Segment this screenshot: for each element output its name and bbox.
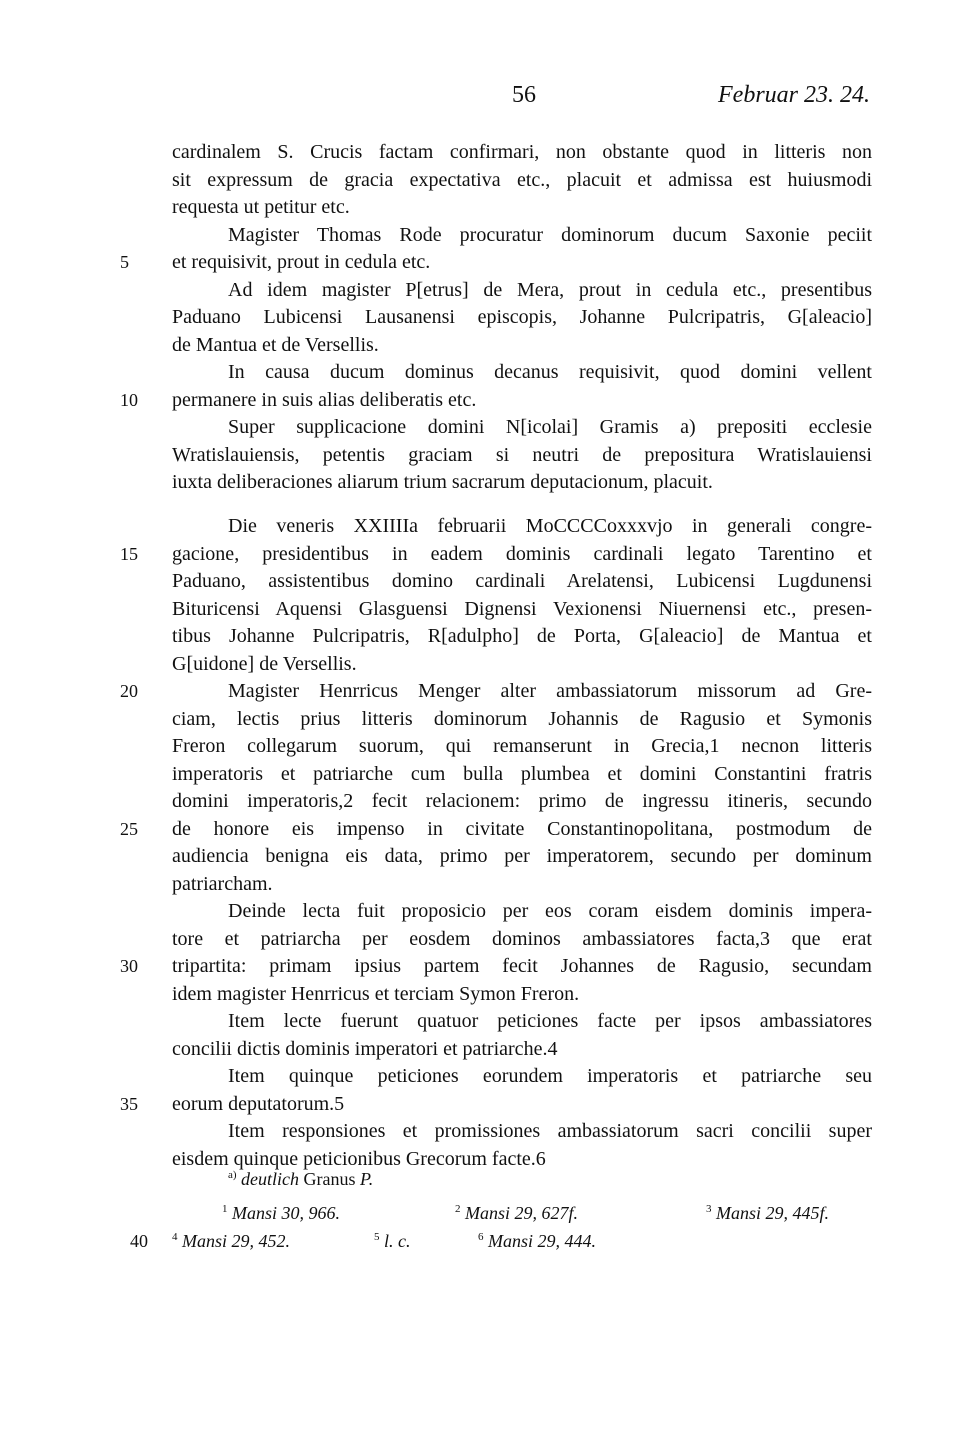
- line-text: tripartita: primam ipsius partem fecit Johannes de Ragusio, secundam: [172, 955, 872, 977]
- line-text: Die veneris XXIIIIa februarii MoCCCCoxxxvjo in generali congre-: [228, 515, 872, 537]
- text-line: [0, 1090, 960, 1118]
- text-line: [0, 512, 960, 540]
- footnote-1: [222, 1200, 340, 1226]
- footnote-4-ref: Mansi 29, 452.: [182, 1231, 290, 1251]
- footnote-6-mark: 6: [478, 1231, 484, 1243]
- text-line: [0, 138, 960, 166]
- footnote-a-siglum: P.: [360, 1169, 374, 1189]
- footnote-3: [706, 1200, 829, 1226]
- line-text: Item quinque peticiones eorundem imperatoris et patriarche seu: [228, 1065, 872, 1087]
- text-line: [0, 622, 960, 650]
- line-text: domini imperatoris,2 fecit relacionem: primo de ingressu itineris, secundo: [172, 790, 872, 812]
- text-line: [0, 248, 960, 276]
- footnote-5-mark: 5: [374, 1231, 380, 1243]
- footnote-5: [374, 1228, 411, 1254]
- text-line: [0, 276, 960, 304]
- text-line: [0, 166, 960, 194]
- text-line: [0, 1117, 960, 1145]
- footnote-2: [455, 1200, 578, 1226]
- line-number: 25: [120, 818, 138, 839]
- line-text: de Mantua et de Versellis.: [172, 333, 379, 356]
- line-text: Wratislauiensis, petentis graciam si neutri de prepositura Wratislauiensi: [172, 443, 872, 466]
- text-line: [0, 386, 960, 414]
- line-text: tibus Johanne Pulcripatris, R[adulpho] de Porta, G[aleacio] de Mantua et: [172, 625, 872, 647]
- line-text: In causa ducum dominus decanus requisivit, quod domini vellent: [228, 361, 872, 383]
- page-number: 56: [512, 82, 536, 108]
- page-header: [0, 82, 960, 116]
- line-text: eorum deputatorum.5: [172, 1092, 345, 1115]
- line-number: 20: [120, 681, 138, 701]
- line-text: Deinde lecta fuit proposicio per eos coram eisdem dominis impera-: [228, 900, 872, 922]
- line-number: 5: [120, 252, 129, 272]
- text-line: [0, 650, 960, 678]
- line-text: tore et patriarcha per eosdem dominos ambassiatores facta,3 que erat: [172, 927, 872, 950]
- line-text: Paduano Lubicensi Lausanensi episcopis, Johanne Pulcripatris, G[aleacio]: [172, 306, 872, 328]
- footnote-a: [0, 1166, 960, 1192]
- footnotes-row-2: [0, 1228, 960, 1254]
- footnote-2-ref: Mansi 29, 627f.: [465, 1203, 579, 1223]
- text-line: [0, 1035, 960, 1063]
- footnote-4: [172, 1228, 290, 1254]
- line-text: imperatoris et patriarche cum bulla plumbea et domini Constantini fratris: [172, 762, 872, 785]
- text-line: [0, 732, 960, 760]
- footnote-a-italic: deutlich: [241, 1169, 300, 1189]
- line-text: permanere in suis alias deliberatis etc.: [172, 388, 477, 411]
- footnote-3-mark: 3: [706, 1203, 712, 1215]
- line-text: concilii dictis dominis imperatori et patriarche.4: [172, 1037, 558, 1060]
- footnote-a-mark: a): [228, 1169, 237, 1181]
- line-text: sit expressum de gracia expectativa etc., placuit et admissa est huiusmodi: [172, 168, 872, 191]
- line-number: 35: [120, 1093, 138, 1114]
- line-text: Magister Thomas Rode procuratur dominorum ducum Saxonie peciit: [228, 223, 872, 246]
- footnote-4-mark: 4: [172, 1231, 178, 1243]
- text-line: [0, 358, 960, 386]
- footnote-1-mark: 1: [222, 1203, 228, 1215]
- text-line: [0, 331, 960, 359]
- line-text: Freron collegarum suorum, qui remanserunt in Grecia,1 necnon litteris: [172, 735, 872, 757]
- text-line: [0, 952, 960, 980]
- text-line: [0, 303, 960, 331]
- line-number: 30: [120, 956, 138, 976]
- line-text: audiencia benigna eis data, primo per imperatorem, secundo per dominum: [172, 845, 872, 867]
- line-number: 15: [120, 543, 138, 564]
- text-line: [0, 413, 960, 441]
- line-text: ciam, lectis prius litteris dominorum Johannis de Ragusio et Symonis: [172, 707, 872, 730]
- line-text: Magister Henrricus Menger alter ambassiatorum missorum ad Gre-: [228, 680, 872, 702]
- footnote-3-ref: Mansi 29, 445f.: [716, 1203, 830, 1223]
- text-line: [0, 870, 960, 898]
- line-text: requesta ut petitur etc.: [172, 196, 350, 218]
- footnotes-row-1: [0, 1200, 960, 1226]
- line-text: eisdem quinque peticionibus Grecorum facte.6: [172, 1147, 546, 1170]
- text-line: [0, 677, 960, 705]
- text-line: [0, 815, 960, 843]
- text-line: [0, 705, 960, 733]
- line-text: Paduano, assistentibus domino cardinali Arelatensi, Lubicensi Lugdunensi: [172, 570, 872, 592]
- text-line: [0, 567, 960, 595]
- line-text: idem magister Henrricus et terciam Symon Freron.: [172, 982, 580, 1005]
- text-line: [0, 1007, 960, 1035]
- text-line: [0, 193, 960, 221]
- text-line: [0, 842, 960, 870]
- line-text: patriarcham.: [172, 872, 273, 895]
- line-number: 10: [120, 389, 138, 410]
- text-line: [0, 468, 960, 496]
- text-line: [0, 540, 960, 568]
- footnote-6: [478, 1228, 596, 1254]
- line-text: iuxta deliberaciones aliarum trium sacrarum deputacionum, placuit.: [172, 471, 713, 493]
- line-text: Bituricensi Aquensi Glasguensi Dignensi Vexionensi Niuernensi etc., presen-: [172, 597, 872, 620]
- line-text: G[uidone] de Versellis.: [172, 652, 357, 675]
- text-line: [0, 760, 960, 788]
- footnote-5-ref: l. c.: [384, 1231, 411, 1251]
- footnote-6-ref: Mansi 29, 444.: [488, 1231, 596, 1251]
- text-line: [0, 925, 960, 953]
- line-text: Super supplicacione domini N[icolai] Gramis a) prepositi ecclesie: [228, 416, 872, 438]
- line-text: Ad idem magister P[etrus] de Mera, prout in cedula etc., presentibus: [228, 278, 872, 301]
- running-head: Februar 23. 24.: [718, 82, 870, 108]
- text-line: [0, 980, 960, 1008]
- line-text: cardinalem S. Crucis factam confirmari, non obstante quod in litteris non: [172, 141, 872, 163]
- line-text: de honore eis impenso in civitate Constantinopolitana, postmodum de: [172, 817, 872, 840]
- text-line: [0, 221, 960, 249]
- text-line: [0, 595, 960, 623]
- line-text: et requisivit, prout in cedula etc.: [172, 251, 431, 273]
- line-text: Item lecte fuerunt quatuor peticiones facte per ipsos ambassiatores: [228, 1010, 872, 1032]
- text-line: [0, 787, 960, 815]
- footnote-1-ref: Mansi 30, 966.: [232, 1203, 340, 1223]
- line-number-40: 40: [130, 1231, 148, 1251]
- text-line: [0, 1062, 960, 1090]
- footnote-a-text: Granus: [303, 1169, 356, 1189]
- line-text: Item responsiones et promissiones ambassiatorum sacri concilii super: [228, 1120, 872, 1142]
- footnote-2-mark: 2: [455, 1203, 461, 1215]
- text-line: [0, 897, 960, 925]
- line-text: gacione, presidentibus in eadem dominis cardinali legato Tarentino et: [172, 542, 872, 565]
- text-line: [0, 441, 960, 469]
